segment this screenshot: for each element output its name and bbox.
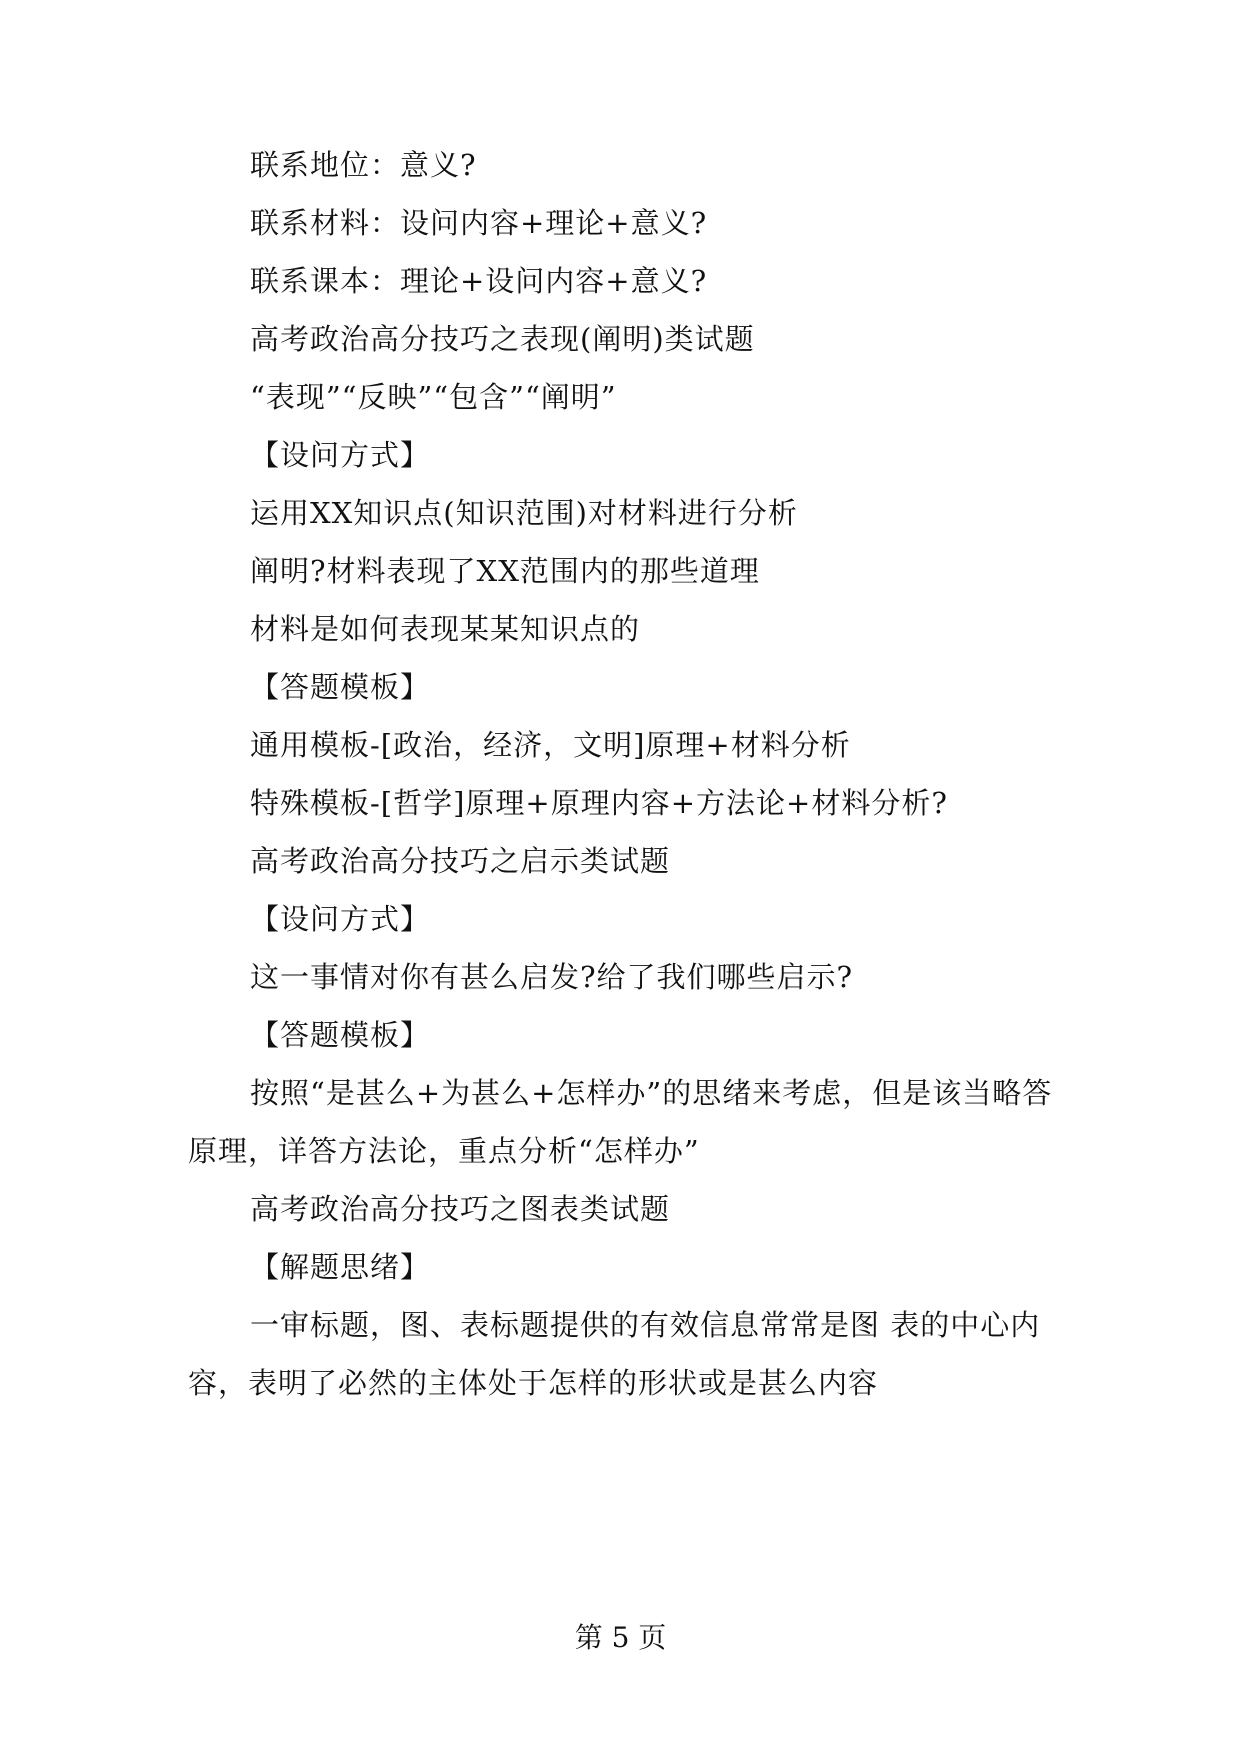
page-number: 第 5 页 (574, 1621, 667, 1654)
text-line-continuation: 容，表明了必然的主体处于怎样的形状或是甚么内容 (188, 1366, 879, 1400)
text-line: 一审标题，图、表标题提供的有效信息常常是图 表的中心内 (250, 1308, 1041, 1342)
bracket-heading: 【答题模板】 (250, 670, 431, 704)
text-line: 特殊模板-[哲学]原理+原理内容+方法论+材料分析? (250, 786, 948, 820)
bracket-heading: 【设问方式】 (250, 438, 431, 472)
bracket-heading: 【解题思绪】 (250, 1250, 431, 1284)
text-line: “表现”“反映”“包含”“阐明” (250, 380, 617, 414)
text-line: 按照“是甚么+为甚么+怎样办”的思绪来考虑，但是该当略答 (250, 1076, 1053, 1110)
text-line: 通用模板-[政治，经济，文明]原理+材料分析 (250, 728, 851, 762)
section-heading: 高考政治高分技巧之图表类试题 (250, 1192, 671, 1226)
section-heading: 高考政治高分技巧之表现(阐明)类试题 (250, 322, 755, 356)
bracket-heading: 【设问方式】 (250, 902, 431, 936)
section-heading: 高考政治高分技巧之启示类试题 (250, 844, 671, 878)
bracket-heading: 【答题模板】 (250, 1018, 431, 1052)
text-line: 联系材料：设问内容+理论+意义? (250, 206, 708, 240)
text-line: 联系课本：理论+设问内容+意义? (250, 264, 708, 298)
text-line: 联系地位：意义? (250, 148, 477, 182)
text-line: 材料是如何表现某某知识点的 (250, 612, 641, 646)
text-line-continuation: 原理，详答方法论，重点分析“怎样办” (188, 1134, 700, 1168)
text-line: 运用XX知识点(知识范围)对材料进行分析 (250, 496, 798, 530)
text-line: 阐明?材料表现了XX范围内的那些道理 (250, 554, 760, 588)
text-line: 这一事情对你有甚么启发?给了我们哪些启示? (250, 960, 854, 994)
